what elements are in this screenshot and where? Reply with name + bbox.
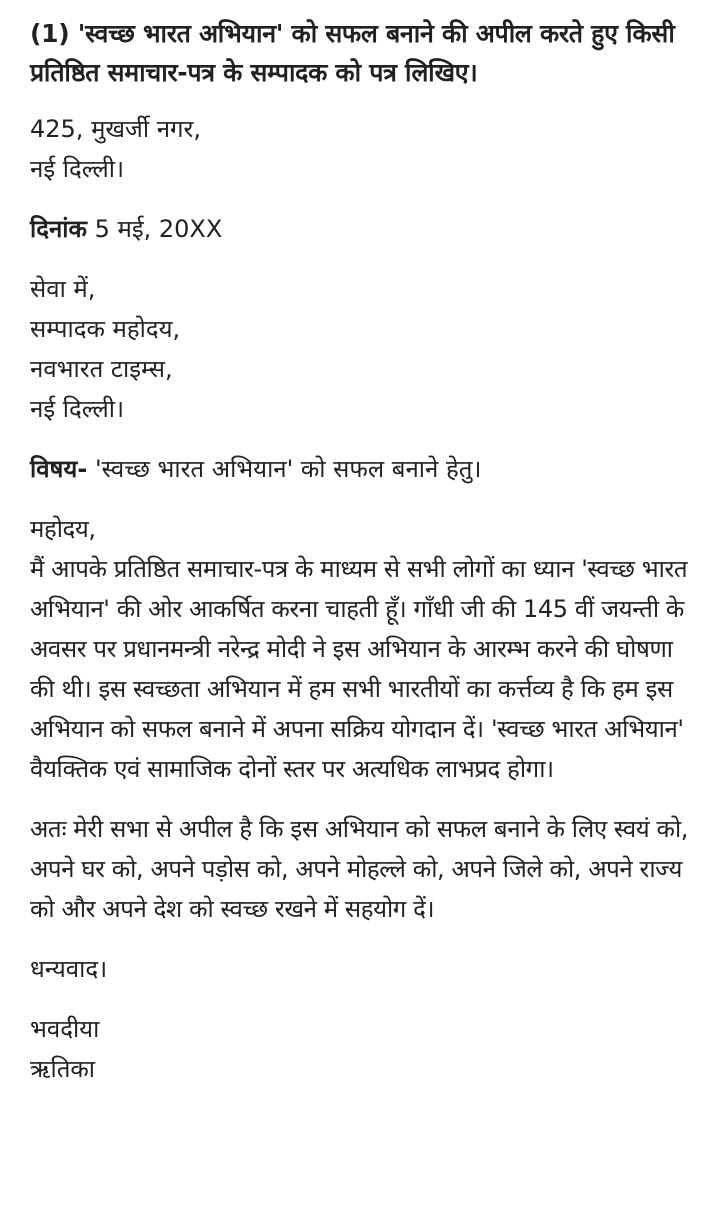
date-label: दिनांक xyxy=(30,215,87,243)
subject-value: 'स्वच्छ भारत अभियान' को सफल बनाने हेतु। xyxy=(94,455,482,483)
question-heading: (1) 'स्वच्छ भारत अभियान' को सफल बनाने की अपील करते हुए किसी प्रतिष्ठित समाचार-पत्र के सम्पादक को पत्र लिखिए। xyxy=(30,19,675,87)
sender-address xyxy=(30,109,702,189)
sender-address-line: 425, मुखर्जी नगर, xyxy=(30,115,201,143)
letter-body xyxy=(30,509,702,789)
recipient-line: नवभारत टाइम्स, xyxy=(30,355,173,383)
recipient-line: सेवा में, xyxy=(30,275,96,303)
recipient-line: नई दिल्ली। xyxy=(30,395,125,423)
letter-page xyxy=(30,14,702,1089)
signature-name: ऋतिका xyxy=(30,1055,96,1083)
body-paragraph-1: मैं आपके प्रतिष्ठित समाचार-पत्र के माध्यम से सभी लोगों का ध्यान 'स्वच्छ भारत अभियान' की ओर आकर्षित करना चाहती हूँ। गाँधी जी की 145 वीं जयन्ती के अवसर पर प्रधानमन्त्री नरेन्द्र मोदी ने इस अभियान के आरम्भ करने की घोषणा की थी। इस स्वच्छता अभियान में हम सभी भारतीयों का कर्त्तव्य है कि हम इस अभियान को सफल बनाने में अपना सक्रिय योगदान दें। 'स्वच्छ भारत अभियान' वैयक्तिक एवं सामाजिक दोनों स्तर पर अत्यधिक लाभप्रद होगा। xyxy=(30,555,688,783)
closing xyxy=(30,949,702,989)
closing-text: धन्यवाद। xyxy=(30,955,108,983)
letter-date xyxy=(30,209,702,249)
letter-subject xyxy=(30,449,702,489)
subject-label: विषय- xyxy=(30,455,88,483)
sender-address-line: नई दिल्ली। xyxy=(30,155,125,183)
recipient-line: सम्पादक महोदय, xyxy=(30,315,181,343)
signature xyxy=(30,1009,702,1089)
salutation: महोदय, xyxy=(30,515,96,543)
signature-closing: भवदीया xyxy=(30,1015,100,1043)
body-paragraph-2: अतः मेरी सभा से अपील है कि इस अभियान को सफल बनाने के लिए स्वयं को, अपने घर को, अपने पड़ोस को, अपने मोहल्ले को, अपने जिले को, अपने राज्य को और अपने देश को स्वच्छ रखने में सहयोग दें। xyxy=(30,815,689,923)
recipient-address xyxy=(30,269,702,429)
date-value: 5 मई, 20XX xyxy=(94,215,223,243)
